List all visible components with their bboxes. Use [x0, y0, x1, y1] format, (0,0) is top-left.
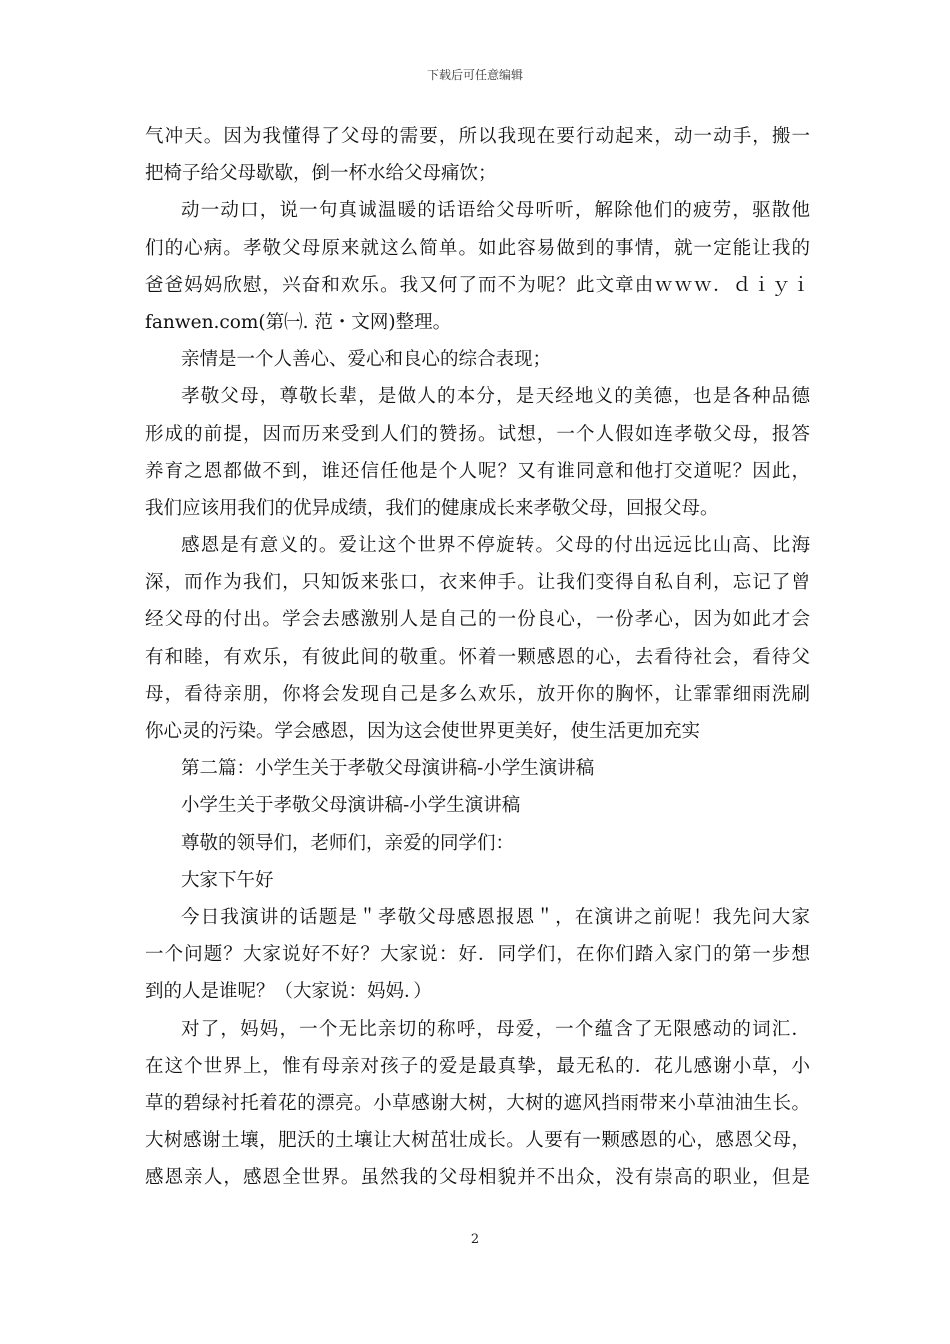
text-line: 养育之恩都做不到，谁还信任他是个人呢？又有谁同意和他打交道呢？因此， — [145, 460, 810, 482]
text-line: 亲情是一个人善心、爱心和良心的综合表现； — [181, 349, 552, 371]
text-line: 母，看待亲朋，你将会发现自己是多么欢乐，放开你的胸怀，让霏霏细雨洗刷 — [145, 683, 810, 705]
text-line: 动一动口，说一句真诚温暖的话语给父母听听，解除他们的疲劳，驱散他 — [181, 200, 810, 222]
text-line: 今日我演讲的话题是＂孝敬父母感恩报恩＂，在演讲之前呢！我先问大家 — [181, 906, 810, 928]
document-body — [145, 118, 810, 1196]
text-line: 大树感谢土壤，肥沃的土壤让大树茁壮成长。人要有一颗感恩的心，感恩父母， — [145, 1130, 810, 1152]
text-line: 孝敬父母，尊敬长辈，是做人的本分，是天经地义的美德，也是各种品德 — [181, 386, 810, 408]
text-line: 在这个世界上，惟有母亲对孩子的爱是最真挚，最无私的．花儿感谢小草，小 — [145, 1055, 810, 1077]
text-line: 感恩是有意义的。爱让这个世界不停旋转。父母的付出远远比山高、比海 — [181, 535, 810, 557]
text-line: 到的人是谁呢？（大家说：妈妈．） — [145, 981, 432, 1003]
text-line: 感恩亲人，感恩全世界。虽然我的父母相貌并不出众，没有崇高的职业，但是 — [145, 1167, 810, 1189]
greeting: 大家下午好 — [181, 869, 274, 891]
page-header: 下载后可任意编辑 — [426, 68, 523, 82]
text-line: 们的心病。孝敬父母原来就这么简单。如此容易做到的事情，就一定能让我的 — [145, 237, 810, 259]
text-line: 深，而作为我们，只知饭来张口，衣来伸手。让我们变得自私自利，忘记了曾 — [145, 572, 810, 594]
speech-title: 小学生关于孝敬父母演讲稿-小学生演讲稿 — [181, 795, 521, 817]
text-line: 经父母的付出。学会去感激别人是自己的一份良心，一份孝心，因为如此才会 — [145, 609, 810, 631]
text-line: 你心灵的污染。学会感恩，因为这会使世界更美好，使生活更加充实 — [145, 721, 701, 742]
text-line: 有和睦，有欢乐，有彼此间的敬重。怀着一颗感恩的心，去看待社会，看待父 — [145, 646, 810, 668]
salutation: 尊敬的领导们，老师们，亲爱的同学们： — [181, 832, 515, 854]
text-line: 我们应该用我们的优异成绩，我们的健康成长来孝敬父母，回报父母。 — [145, 497, 719, 519]
section-heading: 第二篇：小学生关于孝敬父母演讲稿-小学生演讲稿 — [181, 758, 595, 780]
text-line: 草的碧绿衬托着花的漂亮。小草感谢大树，大树的遮风挡雨带来小草油油生长。 — [145, 1092, 810, 1114]
text-line: 把椅子给父母歇歇，倒一杯水给父母痛饮； — [145, 163, 497, 185]
text-line: 一个问题？大家说好不好？大家说：好．同学们，在你们踏入家门的第一步想 — [145, 944, 810, 966]
text-line: 形成的前提，因而历来受到人们的赞扬。试想，一个人假如连孝敬父母，报答 — [145, 423, 810, 445]
text-line: fanwen.com(第㈠. 范・文网)整理。 — [145, 311, 452, 333]
text-line: 对了，妈妈，一个无比亲切的称呼，母爱，一个蕴含了无限感动的词汇． — [181, 1018, 810, 1040]
text-line: 气冲天。因为我懂得了父母的需要，所以我现在要行动起来，动一动手，搬一 — [145, 126, 810, 147]
text-line: 爸爸妈妈欣慰，兴奋和欢乐。我又何了而不为呢？此文章由ｗｗｗ．ｄｉｙｉ — [145, 274, 810, 296]
page-number: 2 — [470, 1232, 480, 1247]
